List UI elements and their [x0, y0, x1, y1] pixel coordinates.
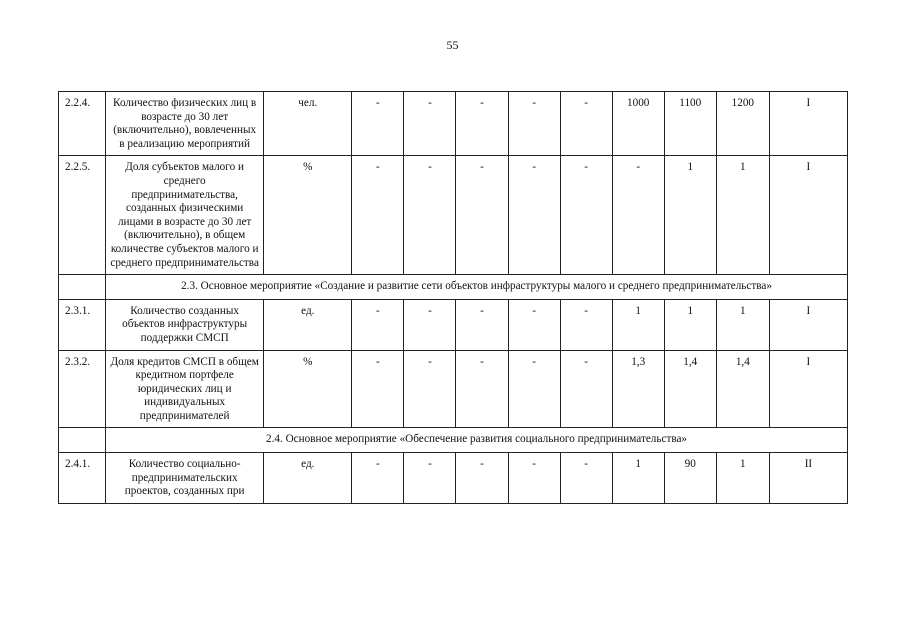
unit-cell: ед. — [264, 299, 352, 350]
value-cell: 1 — [612, 453, 664, 504]
page-number: 55 — [446, 38, 459, 52]
value-cell: - — [612, 156, 664, 275]
unit-cell: % — [264, 350, 352, 428]
value-cell: - — [456, 299, 508, 350]
row-number: 2.3.1. — [59, 299, 106, 350]
table-row — [59, 156, 848, 275]
value-cell: - — [404, 350, 456, 428]
value-cell: 1 — [664, 299, 716, 350]
indicator-name: Количество физических лиц в возрасте до 30 лет (включительно), вовлеченных в реализацию мероприятий — [106, 92, 264, 156]
section-title: 2.4. Основное мероприятие «Обеспечение развития социального предпринимательства» — [106, 428, 848, 453]
value-cell: 1000 — [612, 92, 664, 156]
table-body — [59, 92, 848, 504]
value-cell: 1200 — [716, 92, 769, 156]
row-number: 2.2.4. — [59, 92, 106, 156]
value-cell: 1100 — [664, 92, 716, 156]
value-cell: - — [352, 350, 404, 428]
indicator-name: Доля кредитов СМСП в общем кредитном портфеле юридических лиц и индивидуальных предпринимателей — [106, 350, 264, 428]
value-cell: - — [508, 92, 560, 156]
section-row — [59, 275, 848, 300]
value-cell: - — [456, 453, 508, 504]
section-title: 2.3. Основное мероприятие «Создание и развитие сети объектов инфраструктуры малого и среднего предпринимательства» — [106, 275, 848, 300]
value-cell: 1 — [664, 156, 716, 275]
value-cell: - — [456, 156, 508, 275]
table-row — [59, 92, 848, 156]
value-cell: 1,4 — [716, 350, 769, 428]
unit-cell: чел. — [264, 92, 352, 156]
category-cell: I — [769, 350, 847, 428]
table-row — [59, 350, 848, 428]
unit-cell: % — [264, 156, 352, 275]
row-number: 2.4.1. — [59, 453, 106, 504]
value-cell: 1 — [716, 453, 769, 504]
section-row — [59, 428, 848, 453]
row-number: 2.3.2. — [59, 350, 106, 428]
value-cell: - — [352, 453, 404, 504]
category-cell: I — [769, 156, 847, 275]
value-cell: - — [404, 92, 456, 156]
indicator-name: Количество созданных объектов инфраструктуры поддержки СМСП — [106, 299, 264, 350]
table-row — [59, 453, 848, 504]
indicator-name: Доля субъектов малого и среднего предпринимательства, созданных физическими лицами в возрасте до 30 лет (включительно), в общем количестве субъектов малого и среднего предпринимательства — [106, 156, 264, 275]
unit-cell: ед. — [264, 453, 352, 504]
value-cell: - — [456, 350, 508, 428]
row-number: 2.2.5. — [59, 156, 106, 275]
value-cell: - — [560, 299, 612, 350]
value-cell: - — [404, 453, 456, 504]
category-cell: II — [769, 453, 847, 504]
value-cell: - — [560, 156, 612, 275]
value-cell: 1,3 — [612, 350, 664, 428]
value-cell: - — [508, 156, 560, 275]
table-row — [59, 299, 848, 350]
value-cell: - — [508, 299, 560, 350]
category-cell: I — [769, 299, 847, 350]
category-cell: I — [769, 92, 847, 156]
value-cell: 1 — [612, 299, 664, 350]
value-cell: - — [456, 92, 508, 156]
value-cell: 1 — [716, 156, 769, 275]
value-cell: - — [352, 92, 404, 156]
section-number-cell — [59, 275, 106, 300]
value-cell: - — [352, 156, 404, 275]
indicators-table — [58, 91, 848, 504]
value-cell: - — [560, 453, 612, 504]
value-cell: - — [508, 453, 560, 504]
section-number-cell — [59, 428, 106, 453]
value-cell: - — [560, 92, 612, 156]
value-cell: - — [404, 156, 456, 275]
value-cell: 1 — [716, 299, 769, 350]
value-cell: - — [404, 299, 456, 350]
value-cell: 1,4 — [664, 350, 716, 428]
value-cell: - — [560, 350, 612, 428]
indicator-name: Количество социально-предпринимательских проектов, созданных при — [106, 453, 264, 504]
value-cell: - — [508, 350, 560, 428]
value-cell: 90 — [664, 453, 716, 504]
value-cell: - — [352, 299, 404, 350]
